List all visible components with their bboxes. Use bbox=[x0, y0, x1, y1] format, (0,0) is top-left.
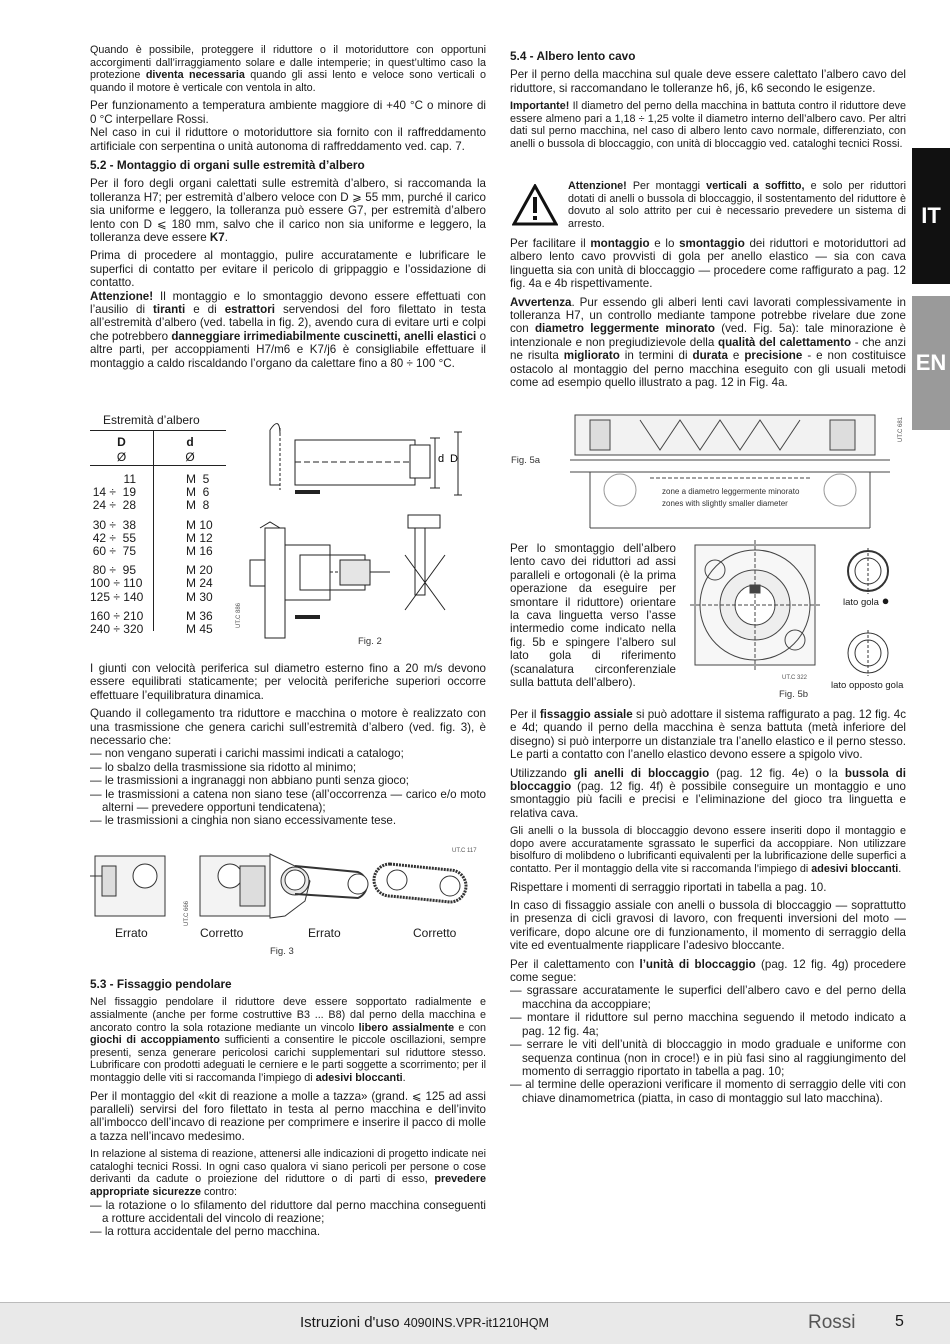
table-cell-D: 30 ÷ 38 bbox=[92, 517, 136, 532]
table-cell-D: 60 ÷ 75 bbox=[92, 544, 136, 558]
paragraph-important: Importante! Il diametro del perno della macchina in battuta contro il riduttore deve essere almeno pari a 1,18 ÷ 1,25 volte il diametro interno dell’albero cavo. Per altri dati sul perno macchina, nel caso di albero lento cavo normale, differenziato, con anelli o bussola di bloccaggio, con unità di bloccaggio ved. cataloghi tecnici Rossi. bbox=[510, 100, 906, 150]
opposite-side-drawing bbox=[845, 630, 891, 676]
paragraph-vertical-attention: Attenzione! Per montaggi verticali a soffitto, e solo per riduttori dotati di anelli o bussola di bloccaggio, il sostentamento del riduttore è dovuto al solo attrito per cui è necessario prevedere un sistema di arresto. bbox=[568, 180, 907, 230]
list-item: — lo sbalzo della trasmissione sia ridotto al minimo; bbox=[90, 760, 357, 774]
table-head-D: D bbox=[117, 435, 126, 449]
tab-it[interactable] bbox=[912, 148, 950, 284]
fig5b-code: UT.C 322 bbox=[782, 675, 808, 681]
table-row bbox=[90, 498, 226, 511]
list-item: — le trasmissioni a cinghia non siano eccessivamente tese. bbox=[90, 814, 397, 828]
paragraph-axial-fixing: Per il fissaggio assiale si può adottare il sistema raffigurato a pag. 12 fig. 4c e 4d; quando il perno della macchina è senza battuta (metà inferiore del disegno) si può interporre un distanziale tra l’anello elastico e il perno stesso. Le parti a contatto con l’anello elastico devono essere a spigolo vivo. bbox=[510, 708, 906, 762]
list-item: — al termine delle operazioni verificare il momento di serraggio delle viti con chiave dinamometrica (piatta, in caso di montaggio sul lato macchina). bbox=[510, 1078, 906, 1105]
list-item: — la rotazione o lo sfilamento del riduttore dal perno macchina conseguenti a rotture accidentali del vincolo di reazione; bbox=[90, 1198, 486, 1225]
list-item: — sgrassare accuratamente le superfici dell’albero cavo e del perno della macchina da accoppiare; bbox=[510, 984, 906, 1011]
lato-opposto-label: lato opposto gola bbox=[831, 680, 904, 691]
right-column-middle bbox=[510, 237, 906, 394]
table-cell-D: 80 ÷ 95 bbox=[92, 563, 136, 578]
footer bbox=[0, 1302, 950, 1344]
paragraph-cooling: Nel caso in cui il riduttore o motoriduttore sia fornito con il raffreddamento artificiale con serpentina o unità autonoma di raffreddamento ved. cap. 7. bbox=[90, 126, 486, 153]
transmission-list bbox=[90, 747, 486, 827]
paragraph-protection: Quando è possibile, proteggere il riduttore o il motoriduttore con opportuni accorgimenti dall’irraggiamento solare e dalle intemperie; in quest’ultimo caso la protezione diventa necessaria quando gli assi lento e veloce sono verticali o quando il motore è verticale con ventola in alto. bbox=[90, 44, 487, 94]
paragraph-verification: In caso di fissaggio assiale con anelli o bussola di bloccaggio — soprattutto in presenza di cicli gravosi di lavoro, con frequenti inversioni del moto — verificare, dopo alcune ore di funzionamento, il momento di serraggio della vite ed eventualmente riapplicare l’adesivo bloccante. bbox=[510, 899, 906, 953]
tab-it-label: IT bbox=[921, 203, 941, 228]
table-row bbox=[90, 531, 226, 544]
fig5b-label: Fig. 5b bbox=[779, 689, 809, 700]
table-cell-d: M 30 bbox=[186, 589, 213, 604]
paragraph-tolerances: Per il perno della macchina sul quale deve essere calettato l’albero cavo del riduttore, si raccomandano le tolleranze h6, j6, k6 secondo le esigenze. bbox=[510, 68, 906, 95]
fig3-label-4: Corretto bbox=[413, 926, 457, 940]
table-row bbox=[90, 563, 226, 576]
locking-unit-list bbox=[510, 984, 906, 1105]
list-item: — non vengano superati i carichi massimi indicati a catalogo; bbox=[90, 747, 404, 761]
table-cell-D: 11 bbox=[123, 472, 136, 486]
table-cell-d: M 20 bbox=[186, 563, 213, 578]
table-head-D-phi: Ø bbox=[116, 450, 127, 464]
table-cell-d: M 8 bbox=[186, 498, 210, 513]
table-head-d-phi: Ø bbox=[185, 450, 195, 464]
paragraph-locking-insert: Gli anelli o la bussola di bloccaggio devono essere inseriti dopo il montaggio e dopo avere accuratamente sgrassato le superfici da accoppiare. Non utilizzare bisolfuro di molibdeno o lubrificanti equivalenti per la lubrificazione delle superfici a contatto. Per il montaggio della vite si raccomanda l’impiego di adesivi bloccanti. bbox=[510, 825, 906, 876]
table-row bbox=[90, 609, 226, 622]
table-cell-d: M 24 bbox=[186, 576, 213, 591]
fig2-drawing bbox=[240, 410, 470, 650]
table-caption: Estremità d’albero bbox=[103, 413, 200, 427]
shaft-end-table bbox=[90, 430, 226, 641]
table-cell-D: 160 ÷ 210 bbox=[90, 608, 144, 623]
tab-en-label: EN bbox=[915, 350, 947, 375]
fig2-dim-d: d bbox=[438, 453, 445, 465]
fig5a-code: UT.C 681 bbox=[898, 416, 904, 442]
fig3-code-2: UT.C 117 bbox=[452, 848, 477, 854]
table-row bbox=[90, 485, 226, 498]
paragraph-disassembly: Per lo smontaggio dell’albero lento cavo dei riduttori ad assi paralleli e ortogonali (è la prima operazione da eseguire per smontare il riduttore) orientare la cava linguetta verso l’asse intermedio come indicato nella fig. 5b e spingere l’albero sul lato gola di riferimento (scanalatura circonferenziale sulla battuta dell’albero). bbox=[510, 542, 676, 690]
fig5a-drawing bbox=[570, 410, 890, 532]
left-column-top bbox=[90, 44, 486, 375]
table-cell-d: M 16 bbox=[186, 544, 213, 558]
fig5a-text-2: zones with slightly smaller diameter bbox=[662, 499, 788, 508]
groove-side-drawing bbox=[845, 548, 891, 594]
paragraph-locking-unit: Per il calettamento con l’unità di bloccaggio (pag. 12 fig. 4g) procedere come segue: bbox=[510, 957, 906, 985]
table-cell-d: M 12 bbox=[186, 530, 213, 545]
paragraph-attention: Attenzione! Il montaggio e lo smontaggio devono essere effettuati con l’ausilio di tiranti e di estrattori servendosi del foro filettato in testa all’estremità d’albero (ved. tabella in fig. 2), avendo cura di evitare urti e colpi che potrebbero danneggiare irrimediabilmente cuscinetti, anelli elastici o altre parti, per accoppiamenti H7/m6 e K7/j6 è consigliabile effettuare il montaggio a caldo riscaldando l’organo da calettare fino a 80 ÷ 100 °C. bbox=[90, 289, 487, 370]
fig3-label-1: Errato bbox=[115, 926, 148, 940]
fig3-label-2: Corretto bbox=[200, 926, 244, 940]
footer-page-number: 5 bbox=[895, 1313, 904, 1330]
fig3-label: Fig. 3 bbox=[270, 946, 294, 957]
right-column-top bbox=[510, 44, 906, 156]
table-cell-D: 42 ÷ 55 bbox=[92, 530, 136, 545]
fig2-code: UT.C 886 bbox=[236, 602, 242, 628]
paragraph-reaction-kit: Per il montaggio del «kit di reazione a molle a tazza» (grand. ⩽ 125 ad assi paralleli) servirsi del foro filettato in testa al perno macchina e dell’invito all’imbocco dell’incavo di reazione per comprimere e inserire il pacco di molle a tazza nell’incavo medesimo. bbox=[90, 1089, 486, 1143]
heading-5-3: 5.3 - Fissaggio pendolare bbox=[90, 977, 232, 991]
table-cell-D: 14 ÷ 19 bbox=[92, 485, 136, 500]
fig3-drawing bbox=[90, 846, 490, 926]
left-column-middle bbox=[90, 662, 486, 833]
list-item: — le trasmissioni a catena non siano tese (all’occorrenza — carico e/o moto alterni — prevedere opportuni tendicatena); bbox=[90, 787, 486, 815]
table-cell-d: M 36 bbox=[186, 608, 213, 623]
right-column-bottom bbox=[510, 708, 906, 1110]
tab-en[interactable] bbox=[912, 296, 950, 430]
table-row bbox=[90, 576, 226, 589]
paragraph-cleaning: Prima di procedere al montaggio, pulire accuratamente e lubrificare le superfici di contatto per evitare il pericolo di grippaggio e l’ossidazione di contatto. bbox=[90, 249, 486, 290]
footer-brand: Rossi bbox=[808, 1312, 856, 1333]
table-cell-D: 125 ÷ 140 bbox=[90, 589, 144, 604]
table-cell-d: M 10 bbox=[186, 517, 213, 532]
paragraph-balancing: I giunti con velocità periferica sul diametro esterno fino a 20 m/s devono essere equilibrati staticamente; per velocità periferiche superiori occorre effettuare l’equilibratura dinamica. bbox=[90, 662, 486, 702]
table-cell-d: M 5 bbox=[186, 472, 210, 486]
paragraph-locking-rings: Utilizzando gli anelli di bloccaggio (pag. 12 fig. 4e) o la bussola di bloccaggio (pag. 12 fig. 4f) è possibile conseguire un montaggio e uno smontaggio più facili e precisi e l’eliminazione del gioco tra linguetta e relativa cava. bbox=[510, 766, 906, 820]
paragraph-temperature: Per funzionamento a temperatura ambiente maggiore di +40 °C o minore di 0 °C interpellare Rossi. bbox=[90, 99, 486, 126]
table-row bbox=[90, 590, 226, 603]
heading-5-2: 5.2 - Montaggio di organi sulle estremità d’albero bbox=[90, 158, 365, 172]
table-row bbox=[90, 544, 226, 557]
table-head-d: d bbox=[186, 435, 194, 449]
list-item: — le trasmissioni a ingranaggi non abbiano punti senza gioco; bbox=[90, 774, 410, 788]
fig2-label: Fig. 2 bbox=[358, 636, 382, 647]
table-row bbox=[90, 518, 226, 531]
list-item: — serrare le viti dell’unità di bloccaggio in modo graduale e uniforme con sequenza continua (non in croce!) e in più fasi sino al raggiungimento del momento di serraggio riportato in tabella a pag. 10; bbox=[510, 1038, 906, 1078]
paragraph-reaction-system: In relazione al sistema di reazione, attenersi alle indicazioni di progetto indicate nei cataloghi tecnici Rossi. In ogni caso qualora vi siano pericoli per persone o cose derivanti da cadute o proiezione del riduttore o di parti di esso, prevedere appropriate sicurezze contro: bbox=[90, 1148, 486, 1198]
paragraph-torques: Rispettare i momenti di serraggio riportati in tabella a pag. 10. bbox=[510, 880, 827, 894]
left-column-bottom bbox=[90, 972, 486, 1244]
table-row bbox=[90, 622, 226, 635]
table-cell-D: 100 ÷ 110 bbox=[90, 576, 143, 591]
fig5a-text-1: zone a diametro leggermente minorato bbox=[662, 487, 800, 496]
table-cell-d: M 45 bbox=[186, 622, 213, 636]
fig3-label-3: Errato bbox=[308, 926, 341, 940]
heading-5-4: 5.4 - Albero lento cavo bbox=[510, 49, 636, 63]
paragraph-shaft-mount: Nel fissaggio pendolare il riduttore deve essere sopportato radialmente e assialmente (anche per forme costruttive B3 ... B8) dal perno della macchina e ancorato contro la sola rotazione mediante un vincolo libero assialmente e con giochi di accoppiamento sufficienti a consentire le piccole oscillazioni, sempre presenti, senza generare pericolosi carichi supplementari sul riduttore stesso. Lubrificare con prodotti adeguati le cerniere e le parti soggette a scorrimento; per il montaggio delle viti si raccomanda l’impiego di adesivi bloccanti. bbox=[90, 996, 487, 1084]
paragraph-tolerance: Per il foro degli organi calettati sulle estremità d’albero, si raccomanda la tolleranza H7; per estremità d’albero veloce con D ⩾ 55 mm, purché il carico sia uniforme e leggero, la tolleranza può essere G7, per estremità d’albero lento con D ⩽ 180 mm, salvo che il carico non sia uniforme e leggero, la tolleranza deve essere K7. bbox=[90, 177, 486, 245]
fig5a-label: Fig. 5a bbox=[511, 455, 541, 466]
list-item: — la rottura accidentale del perno macchina. bbox=[90, 1225, 321, 1239]
lato-gola-label: lato gola ● bbox=[843, 593, 890, 608]
table-cell-D: 24 ÷ 28 bbox=[92, 498, 136, 513]
paragraph-warning: Avvertenza. Pur essendo gli alberi lenti cavi lavorati complessivamente in tolleranza H7, un controllo mediante tampone potrebbe rivelare due zone con diametro leggermente minorato (ved. Fig. 5a): tale minorazione è intenzionale e non pregiudizievole della qualità del calettamento - che anzi ne risulta migliorato in termini di durata e precisione - e non costituisce ostacolo al montaggio del perno macchina eseguito con gli usuali metodi come ad esempio quello illustrato a pag. 12 in Fig. 4a. bbox=[510, 295, 906, 390]
fig3-code-1: UT.C 666 bbox=[184, 900, 190, 926]
footer-title: Istruzioni d'uso 4090INS.VPR-it1210HQM bbox=[300, 1314, 549, 1331]
warning-icon bbox=[512, 184, 558, 226]
fig2-dim-D: D bbox=[450, 453, 458, 465]
table-cell-d: M 6 bbox=[186, 485, 210, 500]
paragraph-transmission: Quando il collegamento tra riduttore e macchina o motore è realizzato con una trasmissione che genera carichi sull’estremità d’albero (ved. fig. 3), è necessario che: bbox=[90, 707, 486, 748]
table-row bbox=[90, 472, 226, 485]
safety-list bbox=[90, 1199, 486, 1239]
paragraph-assembly: Per facilitare il montaggio e lo smontaggio dei riduttori e motoriduttori ad albero lento cavo provvisti di gola per anello elastico — sia con cava linguetta sia con unità di bloccaggio — procedere come raffigurato a pag. 12 fig. 4a e 4b rispettivamente. bbox=[510, 237, 907, 291]
list-item: — montare il riduttore sul perno macchina seguendo il metodo indicato a pag. 12 fig. 4a; bbox=[510, 1011, 906, 1038]
fig5b-drawing bbox=[690, 540, 820, 670]
table-cell-D: 240 ÷ 320 bbox=[90, 622, 144, 636]
